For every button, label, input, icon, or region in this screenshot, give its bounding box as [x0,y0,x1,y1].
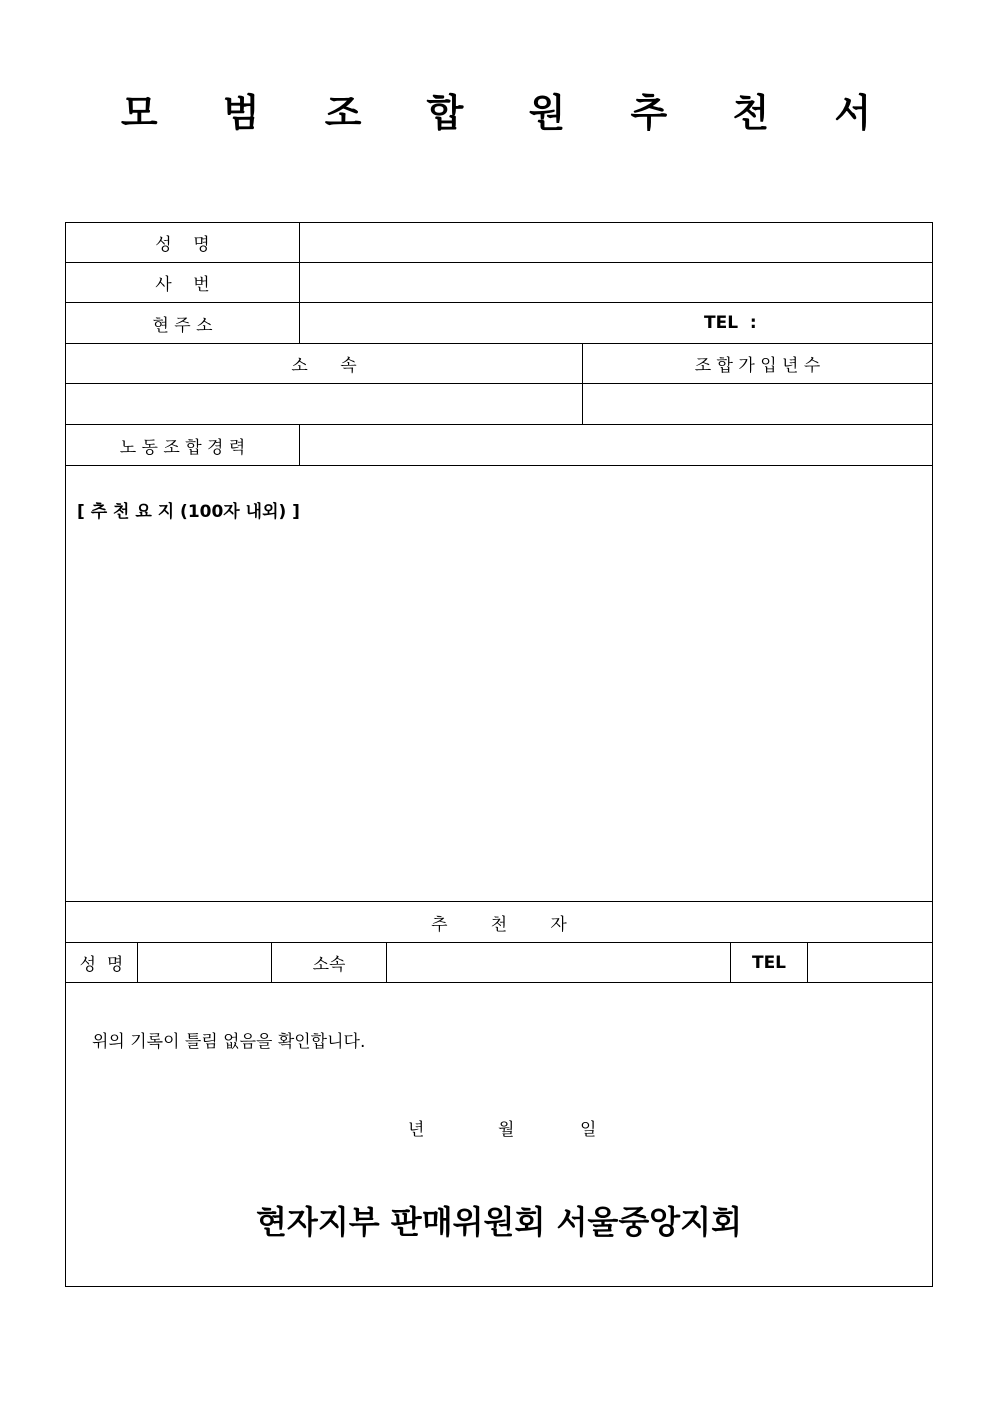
name-label: 성 명 [65,222,300,263]
recommendation-summary-box[interactable] [65,465,933,902]
union-career-field[interactable] [299,424,933,466]
employee-no-label: 사 번 [65,262,300,303]
recommender-tel-label: TEL [730,942,808,983]
document-title: 모 범 조 합 원 추 천 서 [120,90,898,135]
recommender-affiliation-label: 소속 [271,942,387,983]
employee-no-field[interactable] [299,262,933,303]
address-field[interactable] [299,302,933,344]
name-field[interactable] [299,222,933,263]
organization-name: 현자지부 판매위원회 서울중앙지회 [256,1203,742,1241]
confirmation-box [65,982,933,1287]
date-year-label: 년 [408,1120,425,1140]
recommender-affiliation-field[interactable] [386,942,731,983]
date-month-label: 월 [498,1120,515,1140]
confirmation-statement: 위의 기록이 틀림 없음을 확인합니다. [92,1032,366,1052]
affiliation-field[interactable] [65,383,583,425]
recommendation-summary-label: [ 추 천 요 지 (100자 내외) ] [77,502,300,522]
affiliation-label: 소 속 [65,343,583,384]
recommender-name-field[interactable] [137,942,272,983]
union-years-field[interactable] [582,383,933,425]
union-years-label: 조 합 가 입 년 수 [582,343,933,384]
recommender-header: 추 천 자 [65,901,933,943]
union-career-label: 노 동 조 합 경 력 [65,424,300,466]
date-day-label: 일 [580,1120,597,1140]
recommender-tel-field[interactable] [807,942,933,983]
address-label: 현 주 소 [65,302,300,344]
address-tel-label: TEL : [704,313,757,333]
recommender-name-label: 성 명 [65,942,138,983]
